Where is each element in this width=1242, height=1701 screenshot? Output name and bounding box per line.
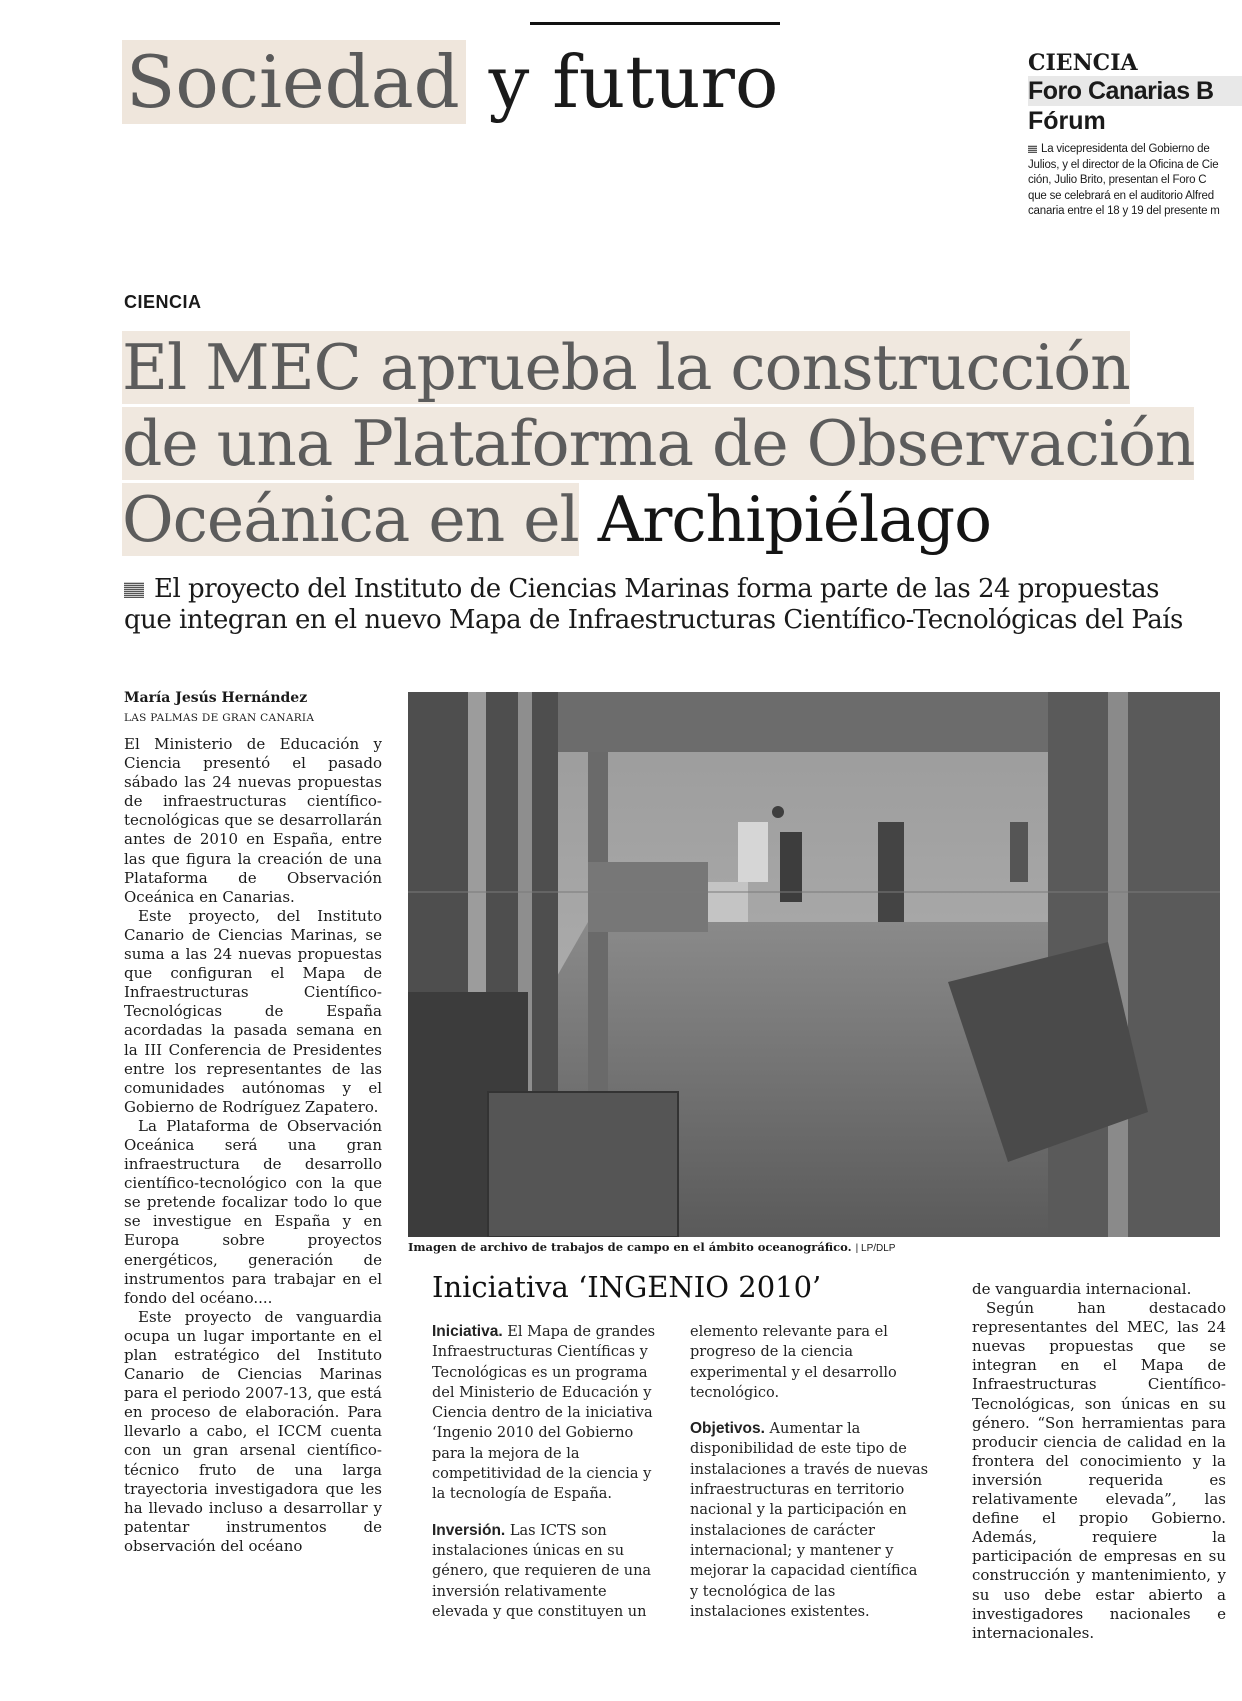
- sidebar-box-column-1: [432, 1322, 660, 1638]
- box-item: [690, 1322, 930, 1403]
- subhead-line: que integran en el nuevo Mapa de Infraestructuras Científico-Tecnológicas del País: [124, 605, 1183, 635]
- teaser-title-2[interactable]: Fórum: [1028, 107, 1106, 135]
- teaser-line: canaria entre el 18 y 19 del presente m: [1028, 205, 1220, 217]
- teaser-line: La vicepresidenta del Gobierno de: [1028, 142, 1242, 158]
- box-item: [432, 1322, 660, 1505]
- headline: [122, 330, 1194, 558]
- box-item-lead: Objetivos.: [690, 1420, 765, 1438]
- subheadline: El proyecto del Instituto de Ciencias Marinas forma parte de las 24 propuestas que integran en el nuevo Mapa de Infraestructuras Científico-Tecnológicas del País: [124, 574, 1224, 636]
- headline-line-dark: Archipiélago: [597, 483, 992, 556]
- teaser-line: Julios, y el director de la Oficina de Cie: [1028, 158, 1219, 171]
- box-item-text: elemento relevante para el progreso de la ciencia experimental y el desarrollo tecnológico.: [690, 1324, 897, 1401]
- teaser-kicker: CIENCIA: [1028, 50, 1138, 76]
- caption-text: Imagen de archivo de trabajos de campo en el ámbito oceanográfico.: [408, 1240, 852, 1254]
- headline-line: de una Plataforma de Observación: [122, 407, 1195, 480]
- byline: María Jesús Hernández: [124, 690, 308, 706]
- top-rule: [530, 22, 780, 25]
- article-column-4: [972, 1280, 1226, 1643]
- box-item-lead: Inversión.: [432, 1521, 506, 1539]
- article-kicker: CIENCIA: [124, 292, 202, 312]
- teaser-line: ción, Julio Brito, presentan el Foro C: [1028, 174, 1207, 186]
- teaser-title[interactable]: Foro Canarias B: [1028, 76, 1242, 106]
- bullet-square-icon: [1028, 145, 1037, 153]
- dateline: LAS PALMAS DE GRAN CANARIA: [124, 712, 315, 724]
- section-word-rest: y futuro: [488, 40, 779, 124]
- teaser-text: [1028, 142, 1242, 220]
- headline-line-light: Oceánica en el: [122, 483, 579, 556]
- box-item: [690, 1419, 930, 1622]
- paragraph: La Plataforma de Observación Oceánica será una gran infraestructura de desarrollo científico-tecnológico con la que se pretende focalizar todo lo que se investigue en España y en Europa sobre proyectos energéticos, generación de instrumentos para trabajar en el fondo del océano....: [124, 1116, 382, 1307]
- ship-deck-photo: [408, 692, 1220, 1237]
- teaser-line: que se celebrará en el auditorio Alfred: [1028, 189, 1214, 202]
- sidebar-box-title: Iniciativa ‘INGENIO 2010’: [432, 1270, 822, 1304]
- box-item-lead: Iniciativa.: [432, 1323, 503, 1340]
- section-word-highlight: Sociedad: [122, 40, 466, 124]
- photo-caption: [408, 1240, 1228, 1254]
- article-column-1: [124, 735, 382, 1556]
- section-title: [122, 34, 778, 130]
- box-item: [432, 1521, 660, 1622]
- paragraph: Según han destacado representantes del MEC, las 24 nuevas propuestas que se integran en el Mapa de Infraestructuras Científico-Tecnológicas, son únicas en su género. “Son herramientas para producir ciencia de calidad en la frontera del conocimiento y la inversión requerida es relativamente elevada”, las define el propio Gobierno. Además, requiere la participación de empresas en su construcción y mantenimiento, y su uso debe estar abierto a investigadores nacionales e internacionales.: [972, 1299, 1226, 1642]
- paragraph: El Ministerio de Educación y Ciencia presentó el pasado sábado las 24 nuevas propuestas de infraestructuras científico-tecnológicas que se desarrollarán antes de 2010 en España, entre las que figura la creación de una Plataforma de Observación Oceánica en Canarias.: [124, 735, 382, 906]
- bullet-square-icon: [124, 582, 144, 598]
- paragraph: Este proyecto, del Instituto Canario de Ciencias Marinas, se suma a las 24 nuevas propuestas que configuran el Mapa de Infraestructuras Científico-Tecnológicas de España acordadas la pasada semana en la III Conferencia de Presidentes entre los representantes de las comunidades autónomas y el Gobierno de Rodríguez Zapatero.: [124, 906, 382, 1116]
- box-item-text: El Mapa de grandes Infraestructuras Científicas y Tecnológicas es un programa del Ministerio de Educación y Ciencia dentro de la iniciativa ‘Ingenio 2010 del Gobierno para la mejora de la competitividad de la ciencia y la tecnología de España.: [432, 1324, 656, 1503]
- box-item-text: Las ICTS son instalaciones únicas en su género, que requieren de una inversión relativamente elevada y que constituyen un: [432, 1522, 652, 1620]
- teaser-box[interactable]: [1028, 50, 1242, 220]
- photo-credit: | LP/DLP: [855, 1243, 896, 1254]
- paragraph: Este proyecto de vanguardia ocupa un lugar importante en el plan estratégico del Instituto Canario de Ciencias Marinas para el periodo 2007-13, que está en proceso de elaboración. Para llevarlo a cabo, el ICCM cuenta con un gran arsenal científico-técnico fruto de una larga trayectoria investigadora que les ha llevado incluso a desarrollar y patentar instrumentos de observación del océano: [124, 1307, 382, 1555]
- paragraph: de vanguardia internacional.: [972, 1280, 1192, 1298]
- headline-line: El MEC aprueba la construcción: [122, 331, 1130, 404]
- sidebar-box-column-2: [690, 1322, 930, 1638]
- article-photo: [408, 692, 1220, 1237]
- box-item-text: Aumentar la disponibilidad de este tipo de instalaciones a través de nuevas infraestructuras en territorio nacional y la participación en instalaciones de carácter internacional; y mantener y mejorar la capacidad científica y tecnológica de las instalaciones existentes.: [690, 1421, 929, 1620]
